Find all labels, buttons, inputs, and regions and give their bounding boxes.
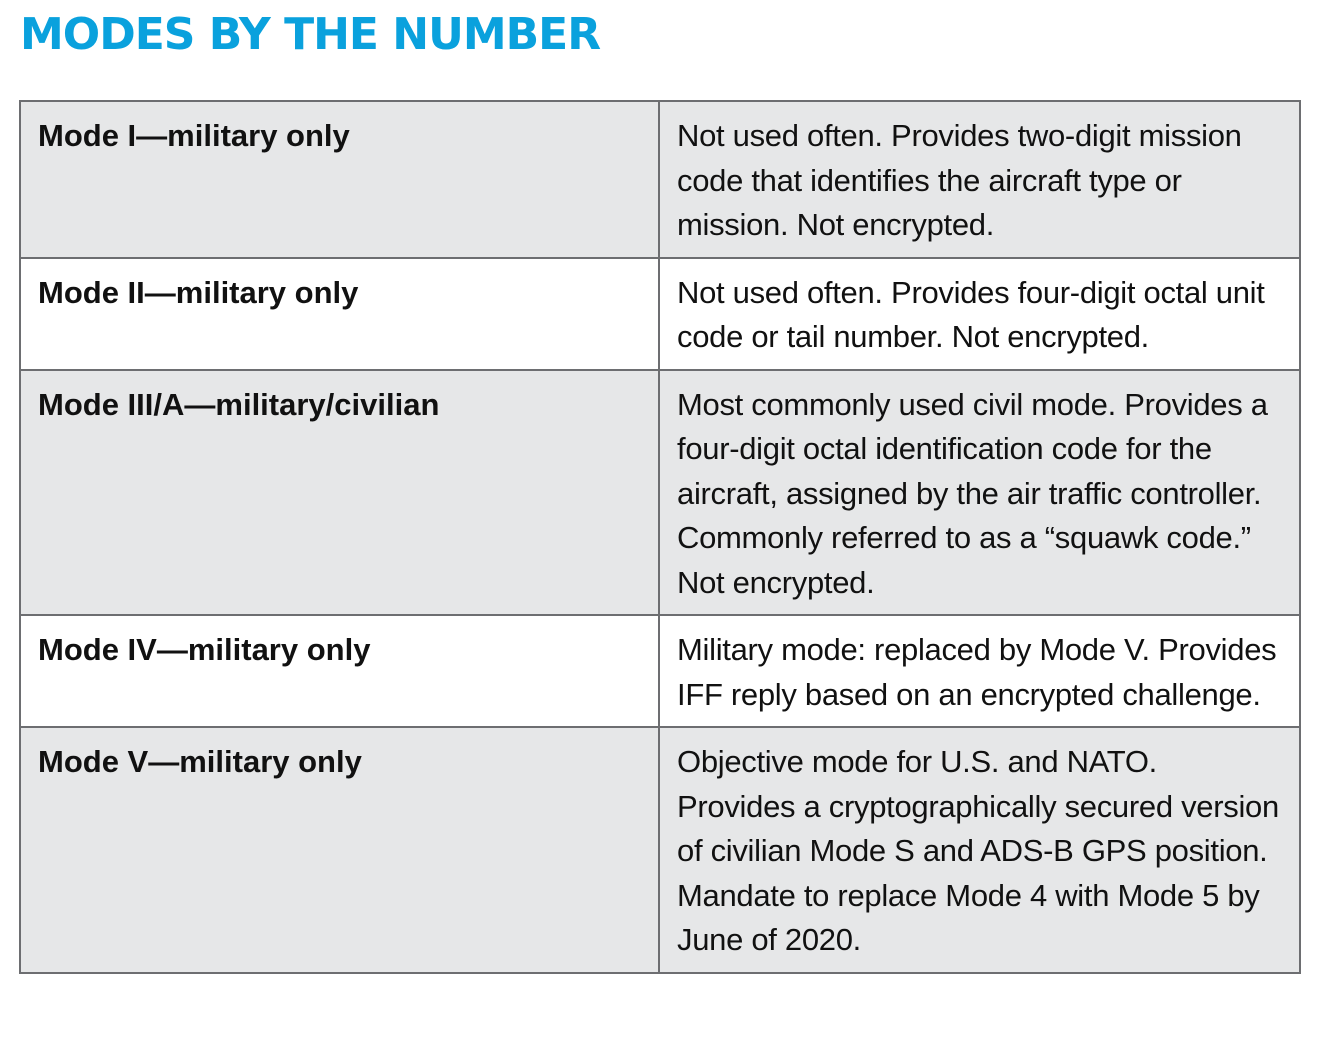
mode-description-cell: Not used often. Provides four-digit octal unit code or tail number. Not encrypted. [659,258,1300,370]
table-row [20,370,1300,616]
mode-description-cell: Most commonly used civil mode. Provides a four-digit octal identification code for the aircraft, assigned by the air traffic controller. Commonly referred to as a “squawk code.” Not encrypted. [659,370,1300,616]
modes-table [19,100,1301,974]
table-row [20,258,1300,370]
mode-description-cell: Objective mode for U.S. and NATO. Provides a cryptographically secured version of civilian Mode S and ADS-B GPS position. Mandate to replace Mode 4 with Mode 5 by June of 2020. [659,727,1300,973]
mode-name-cell: Mode I—military only [20,101,659,258]
table-row [20,101,1300,258]
mode-name-cell: Mode II—military only [20,258,659,370]
mode-name-cell: Mode IV—military only [20,615,659,727]
page-title: MODES BY THE NUMBER [20,9,601,60]
mode-description-cell: Military mode: replaced by Mode V. Provides IFF reply based on an encrypted challenge. [659,615,1300,727]
mode-description-cell: Not used often. Provides two-digit mission code that identifies the aircraft type or mission. Not encrypted. [659,101,1300,258]
mode-name-cell: Mode V—military only [20,727,659,973]
table-row [20,727,1300,973]
mode-name-cell: Mode III/A—military/civilian [20,370,659,616]
table-row [20,615,1300,727]
